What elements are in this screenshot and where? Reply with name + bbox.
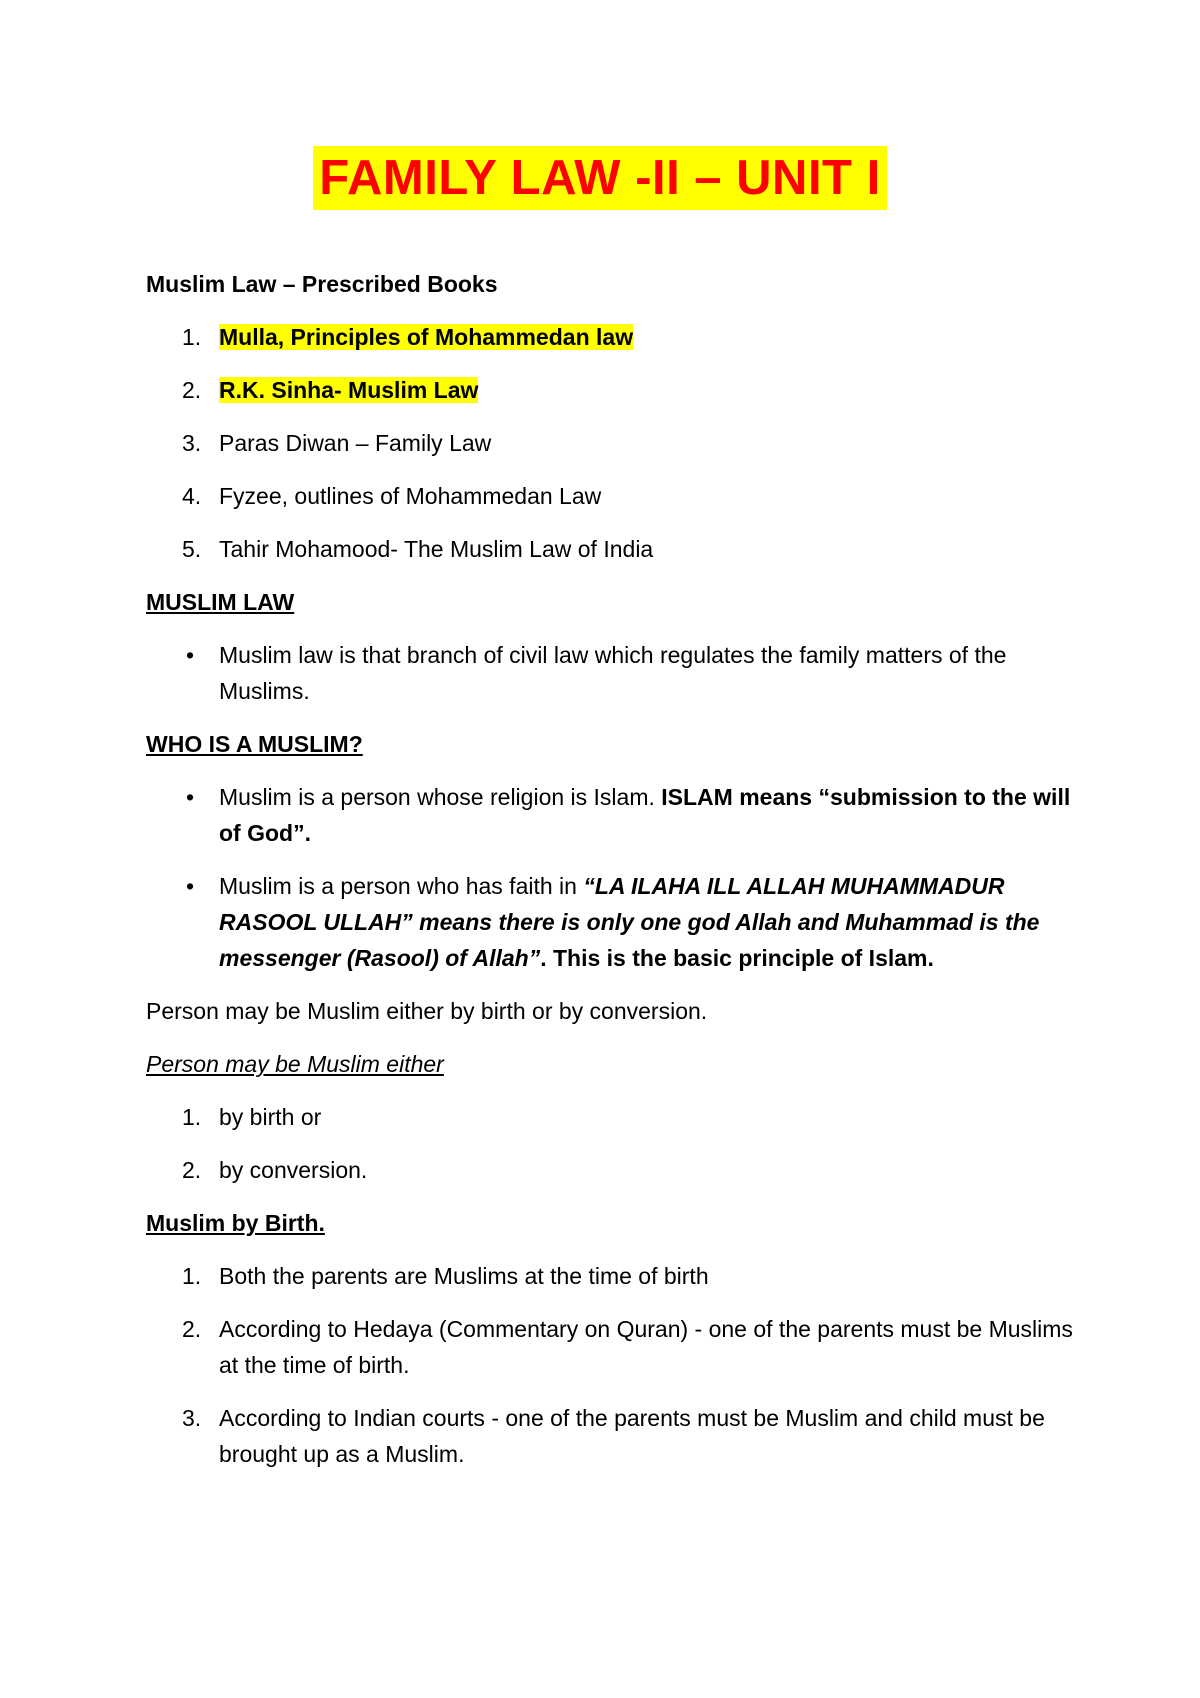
book-title: Tahir Mohamood- The Muslim Law of India bbox=[219, 536, 654, 562]
bold-italic-quote: “LA ILAHA ILL ALLAH MUHAMMADUR RASOOL ULLAH” means there is only one god Allah and Muhammad is the messenger (Rasool) of Allah” bbox=[219, 873, 1040, 971]
bold-text: . This is the basic principle of Islam. bbox=[540, 945, 934, 971]
conversion-subheading: Person may be Muslim either bbox=[146, 1051, 444, 1077]
list-number: 3. bbox=[182, 430, 202, 456]
book-title-highlighted: R.K. Sinha- Muslim Law bbox=[219, 377, 479, 403]
list-item bbox=[146, 1258, 1086, 1294]
list-item bbox=[146, 1400, 1086, 1472]
list-number: 3. bbox=[182, 1405, 202, 1431]
book-item bbox=[146, 372, 1086, 408]
bullet-text bbox=[219, 868, 1086, 976]
list-item-text: by conversion. bbox=[219, 1157, 368, 1183]
bullet-marker: • bbox=[186, 873, 195, 899]
list-item bbox=[146, 1311, 1086, 1383]
bullet-item bbox=[146, 637, 1086, 709]
list-item bbox=[146, 1152, 1086, 1188]
document-body bbox=[146, 266, 1086, 1489]
bullet-text: Muslim law is that branch of civil law which regulates the family matters of the Muslims. bbox=[219, 642, 1007, 704]
list-item bbox=[146, 1099, 1086, 1135]
bullet-marker: • bbox=[186, 784, 195, 810]
book-title: Paras Diwan – Family Law bbox=[219, 430, 492, 456]
who-is-muslim-heading: WHO IS A MUSLIM? bbox=[146, 731, 363, 757]
list-number: 2. bbox=[182, 377, 202, 403]
list-number: 1. bbox=[182, 1263, 202, 1289]
list-item-text: Both the parents are Muslims at the time of birth bbox=[219, 1263, 709, 1289]
title-container bbox=[0, 146, 1200, 210]
document-title: FAMILY LAW -II – UNIT I bbox=[313, 146, 886, 210]
list-number: 2. bbox=[182, 1316, 202, 1342]
conversion-sentence: Person may be Muslim either by birth or by conversion. bbox=[146, 998, 708, 1024]
plain-text: Muslim is a person whose religion is Islam. bbox=[219, 784, 662, 810]
bullet-item bbox=[146, 868, 1086, 976]
list-item-text: According to Hedaya (Commentary on Quran) - one of the parents must be Muslims at the time of birth. bbox=[219, 1316, 1073, 1378]
list-number: 4. bbox=[182, 483, 202, 509]
book-title: Fyzee, outlines of Mohammedan Law bbox=[219, 483, 602, 509]
book-item bbox=[146, 478, 1086, 514]
list-number: 2. bbox=[182, 1157, 202, 1183]
book-title-highlighted: Mulla, Principles of Mohammedan law bbox=[219, 324, 634, 350]
muslim-by-birth-heading: Muslim by Birth. bbox=[146, 1210, 325, 1236]
list-item-text: by birth or bbox=[219, 1104, 322, 1130]
muslim-law-heading: MUSLIM LAW bbox=[146, 589, 295, 615]
bullet-marker: • bbox=[186, 642, 195, 668]
list-number: 5. bbox=[182, 536, 202, 562]
plain-text: Muslim is a person who has faith in bbox=[219, 873, 584, 899]
book-item bbox=[146, 319, 1086, 355]
bullet-text bbox=[219, 779, 1086, 851]
bold-text: ISLAM means “submission to the will of God”. bbox=[219, 784, 1071, 846]
book-item bbox=[146, 425, 1086, 461]
prescribed-books-heading: Muslim Law – Prescribed Books bbox=[146, 271, 498, 297]
bullet-item bbox=[146, 779, 1086, 851]
list-item-text: According to Indian courts - one of the parents must be Muslim and child must be brought up as a Muslim. bbox=[219, 1405, 1045, 1467]
book-item bbox=[146, 531, 1086, 567]
list-number: 1. bbox=[182, 324, 202, 350]
list-number: 1. bbox=[182, 1104, 202, 1130]
